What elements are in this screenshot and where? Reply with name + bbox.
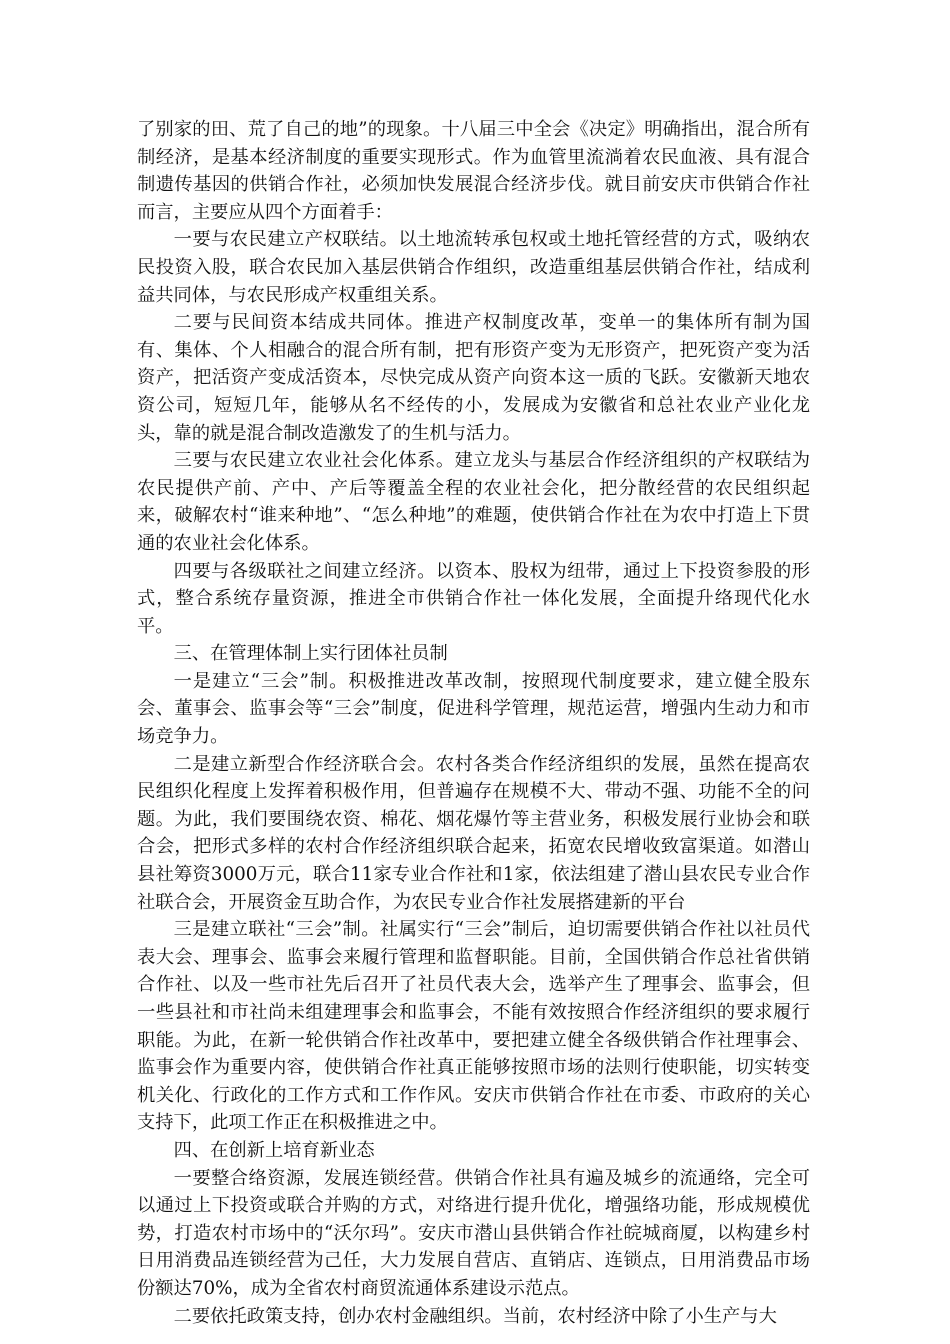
paragraph-three-boards: 一是建立“三会”制。积极推进改革改制，按照现代制度要求，建立健全股东会、董事会、监事会等“三会”制度，促进科学管理，规范运营，增强内生动力和市场竞争力。 bbox=[137, 670, 810, 748]
paragraph-property-rights: 一要与农民建立产权联结。以土地流转承包权或土地托管经营的方式，吸纳农民投资入股，联合农民加入基层供销合作组织，改造重组基层供销合作社，结成利益共同体，与农民形成产权重组关系。 bbox=[137, 229, 810, 306]
paragraph-rural-finance: 二要依托政策支持，创办农村金融组织。当前，农村经济中除了小生产与大 bbox=[173, 1305, 777, 1327]
paragraph-federation-economy: 四要与各级联社之间建立经济。以资本、股权为纽带，通过上下投资参股的形式，整合系统存量资源，推进全市供销合作社一体化发展，全面提升络现代化水平。 bbox=[137, 560, 810, 637]
section-heading-management: 三、在管理体制上实行团体社员制 bbox=[173, 643, 448, 665]
document-body bbox=[137, 116, 810, 1330]
paragraph-cooperative-federation: 二是建立新型合作经济联合会。农村各类合作经济组织的发展，虽然在提高农民组织化程度上发挥着积极作用，但普遍存在规模不大、带动不强、功能不全的问题。为此，我们要围绕农资、棉花、烟花爆竹等主营业务，积极发展行业协会和联合会，把形式多样的农村合作经济组织联合起来，拓宽农民增收致富渠道。如潜山县社筹资3000万元，联合11家专业合作社和1家，依法组建了潜山县农民专业合作社联合会，开展资金互助合作，为农民专业合作社发展搭建新的平台 bbox=[137, 753, 810, 913]
paragraph-socialization-system: 三要与农民建立农业社会化体系。建立龙头与基层合作经济组织的产权联结为农民提供产前、产中、产后等覆盖全程的农业社会化，把分散经营的农民组织起来，破解农村“谁来种地”、“怎么种地”的难题，使供销合作社在为农中打造上下贯通的农业社会化体系。 bbox=[137, 450, 810, 554]
paragraph-intro: 了别家的田、荒了自己的地”的现象。十八届三中全会《决定》明确指出，混合所有制经济，是基本经济制度的重要实现形式。作为血管里流淌着农民血液、具有混合制遗传基因的供销合作社，必须加快发展混合经济步伐。就目前安庆市供销合作社而言，主要应从四个方面着手： bbox=[137, 119, 810, 223]
section-heading-innovation: 四、在创新上培育新业态 bbox=[173, 1139, 375, 1161]
paragraph-federation-three-boards: 三是建立联社“三会”制。社属实行“三会”制后，迫切需要供销合作社以社员代表大会、理事会、监事会来履行管理和监督职能。目前，全国供销合作总社省供销合作社、以及一些市社先后召开了社员代表大会，选举产生了理事会、监事会，但一些县社和市社尚未组建理事会和监事会，不能有效按照合作经济组织的要求履行职能。为此，在新一轮供销合作社改革中，要把建立健全各级供销合作社理事会、监事会作为重要内容，使供销合作社真正能够按照市场的法则行使职能，切实转变机关化、行政化的工作方式和工作作风。安庆市供销合作社在市委、市政府的关心支持下，此项工作正在积极推进之中。 bbox=[137, 919, 810, 1134]
paragraph-private-capital: 二要与民间资本结成共同体。推进产权制度改革，变单一的集体所有制为国有、集体、个人相融合的混合所有制，把有形资产变为无形资产，把死资产变为活资产，把活资产变成活资本，尽快完成从资产向资本这一质的飞跃。安徽新天地农资公司，短短几年，能够从名不经传的小，发展成为安徽省和总社农业产业化龙头，靠的就是混合制改造激发了的生机与活力。 bbox=[137, 312, 810, 444]
paragraph-chain-operation: 一要整合络资源，发展连锁经营。供销合作社具有遍及城乡的流通络，完全可以通过上下投资或联合并购的方式，对络进行提升优化，增强络功能，形成规模优势，打造农村市场中的“沃尔玛”。安庆市潜山县供销合作社皖城商厦，以构建乡村日用消费品连锁经营为己任，大力发展自营店、直销店、连锁点，日用消费品市场份额达70%，成为全省农村商贸流通体系建设示范点。 bbox=[137, 1167, 810, 1299]
